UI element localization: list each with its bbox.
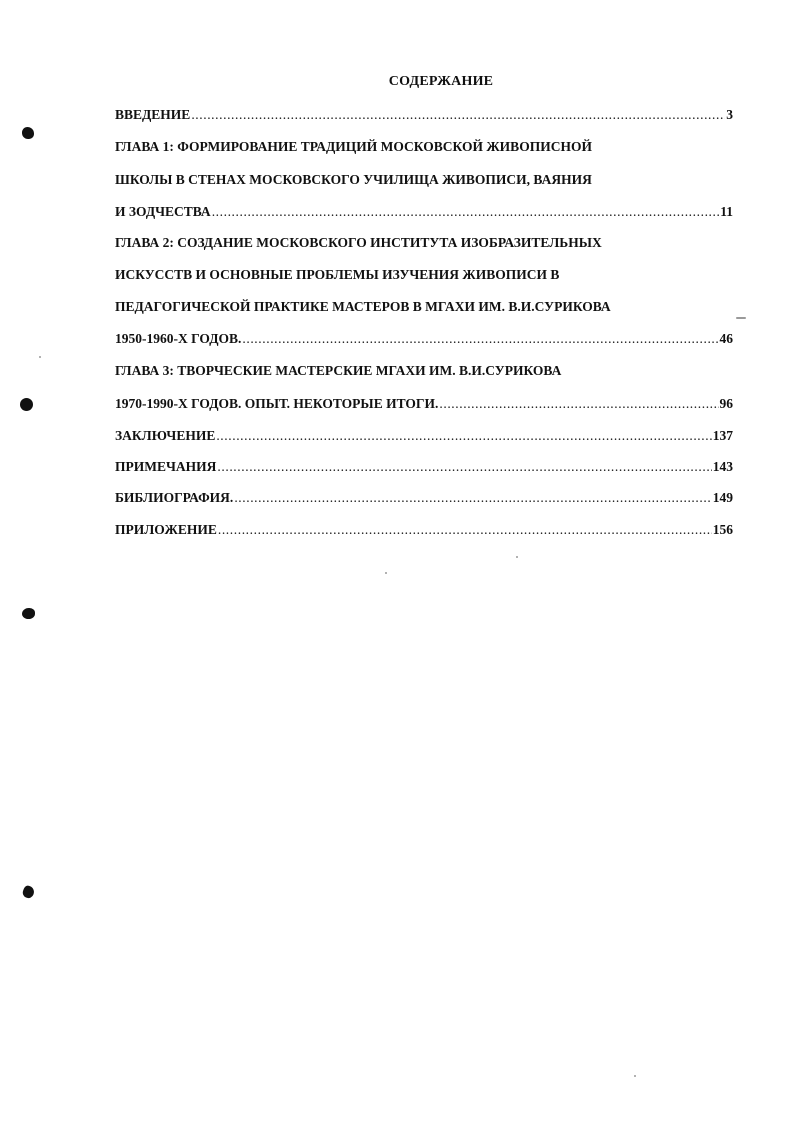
toc-page-number: 11	[720, 204, 733, 219]
page-title: СОДЕРЖАНИЕ	[388, 74, 494, 89]
toc-entry-title: 1950-1960-Х ГОДОВ.	[115, 331, 242, 346]
toc-entry-title: ГЛАВА 2: СОЗДАНИЕ МОСКОВСКОГО ИНСТИТУТА ИЗОБРАЗИТЕЛЬНЫХ	[115, 235, 602, 250]
toc-page-number: 3	[726, 107, 733, 122]
dot-leader	[242, 329, 718, 349]
toc-entry-chapter-1-line-3[interactable]	[115, 202, 733, 222]
toc-page-number: 46	[719, 331, 733, 346]
toc-entry-title: ГЛАВА 3: ТВОРЧЕСКИЕ МАСТЕРСКИЕ МГАХИ ИМ. В.И.СУРИКОВА	[115, 363, 562, 378]
scan-punch-mark	[21, 884, 35, 899]
scan-punch-mark	[22, 127, 34, 139]
toc-entry-title: ВВЕДЕНИЕ	[115, 107, 191, 122]
toc-entry-title: ПРИМЕЧАНИЯ	[115, 459, 217, 474]
scan-speck	[516, 556, 518, 558]
dot-leader	[218, 520, 712, 540]
toc-entry-chapter-2-line-3[interactable]	[115, 297, 733, 317]
toc-entry-title: ШКОЛЫ В СТЕНАХ МОСКОВСКОГО УЧИЛИЩА ЖИВОПИСИ, ВАЯНИЯ	[115, 172, 592, 187]
toc-entry-chapter-3-line-1[interactable]	[115, 361, 733, 381]
scan-speck	[736, 317, 746, 319]
toc-page-number: 149	[712, 490, 733, 505]
dot-leader	[212, 202, 720, 222]
toc-page-number: 137	[712, 428, 733, 443]
toc-entry-chapter-1-line-2[interactable]	[115, 170, 733, 190]
toc-entry-conclusion[interactable]	[115, 426, 733, 446]
dot-leader	[439, 394, 718, 414]
dot-leader	[217, 457, 711, 477]
toc-entry-title: ПРИЛОЖЕНИЕ	[115, 522, 217, 537]
toc-entry-introduction[interactable]	[115, 105, 733, 125]
toc-entry-chapter-3-line-2[interactable]	[115, 394, 733, 414]
scan-speck	[634, 1075, 636, 1077]
dot-leader	[234, 488, 711, 508]
toc-entry-title: 1970-1990-Х ГОДОВ. ОПЫТ. НЕКОТОРЫЕ ИТОГИ.	[115, 396, 439, 411]
toc-entry-title: И ЗОДЧЕСТВА	[115, 204, 211, 219]
toc-page-number: 143	[712, 459, 733, 474]
scan-punch-mark	[22, 608, 35, 619]
toc-entry-chapter-2-line-1[interactable]	[115, 233, 733, 253]
toc-entry-appendix[interactable]	[115, 520, 733, 540]
toc-entry-bibliography[interactable]	[115, 488, 733, 508]
scan-speck	[39, 356, 41, 358]
scan-punch-mark	[20, 398, 33, 411]
toc-entry-title: ПЕДАГОГИЧЕСКОЙ ПРАКТИКЕ МАСТЕРОВ В МГАХИ ИМ. В.И.СУРИКОВА	[115, 299, 611, 314]
dot-leader	[216, 426, 711, 446]
toc-page-number: 156	[712, 522, 733, 537]
scan-speck	[385, 572, 387, 574]
toc-entry-title: ИСКУССТВ И ОСНОВНЫЕ ПРОБЛЕМЫ ИЗУЧЕНИЯ ЖИВОПИСИ В	[115, 267, 560, 282]
toc-entry-title: ГЛАВА 1: ФОРМИРОВАНИЕ ТРАДИЦИЙ МОСКОВСКОЙ ЖИВОПИСНОЙ	[115, 139, 592, 154]
toc-entry-title: БИБЛИОГРАФИЯ.	[115, 490, 234, 505]
toc-entry-title: ЗАКЛЮЧЕНИЕ	[115, 428, 216, 443]
dot-leader	[191, 105, 725, 125]
toc-entry-chapter-1-line-1[interactable]	[115, 137, 733, 157]
toc-entry-chapter-2-line-4[interactable]	[115, 329, 733, 349]
toc-entry-notes[interactable]	[115, 457, 733, 477]
toc-page-number: 96	[719, 396, 733, 411]
toc-entry-chapter-2-line-2[interactable]	[115, 265, 733, 285]
